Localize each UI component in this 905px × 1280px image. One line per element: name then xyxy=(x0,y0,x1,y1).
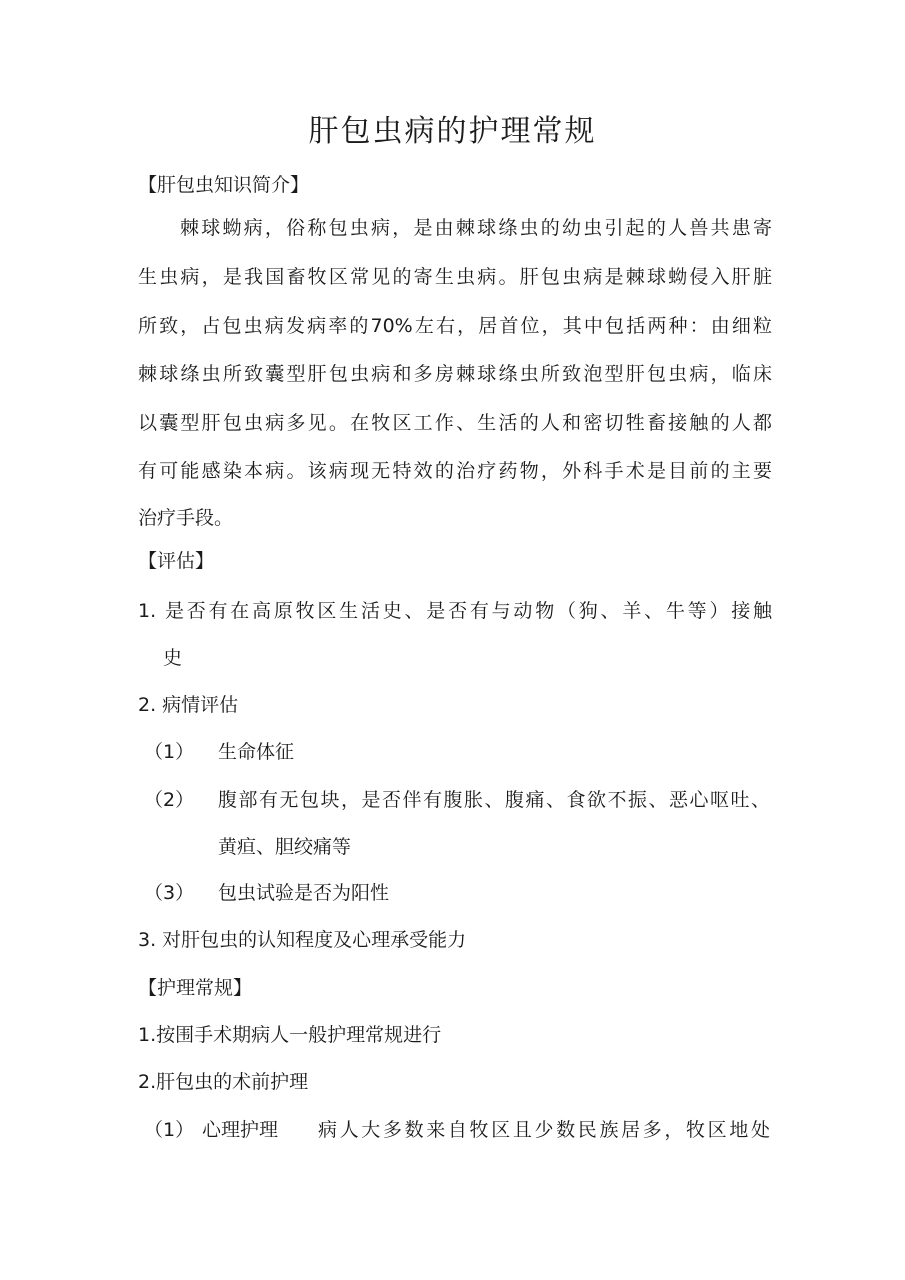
list-item: 2.肝包虫的术前护理 xyxy=(138,1071,309,1093)
sub-item-continuation: 黄疸、胆绞痛等 xyxy=(218,836,352,858)
sub-item-number: （1） xyxy=(144,1119,195,1141)
sub-item-label: 心理护理 xyxy=(202,1119,279,1141)
paragraph-line: 棘球蚴病，俗称包虫病，是由棘球绦虫的幼虫引起的人兽共患寄 xyxy=(180,217,772,239)
list-item: 1.按围手术期病人一般护理常规进行 xyxy=(138,1024,442,1046)
list-item: 3. 对肝包虫的认知程度及心理承受能力 xyxy=(138,929,467,951)
sub-item-number: （1） xyxy=(144,741,195,763)
paragraph-line: 治疗手段。 xyxy=(138,507,234,529)
list-item: 1. 是否有在高原牧区生活史、是否有与动物（狗、羊、牛等）接触 xyxy=(138,600,772,622)
sub-item-text: 生命体征 xyxy=(218,741,295,763)
sub-item-text: 包虫试验是否为阳性 xyxy=(218,882,390,904)
sub-item-text: 病人大多数来自牧区且少数民族居多，牧区地处 xyxy=(318,1119,770,1141)
sub-item-number: （2） xyxy=(144,789,195,811)
paragraph-line: 棘球绦虫所致囊型肝包虫病和多房棘球绦虫所致泡型肝包虫病，临床 xyxy=(138,363,772,385)
paragraph-line: 以囊型肝包虫病多见。在牧区工作、生活的人和密切牲畜接触的人都 xyxy=(138,412,772,434)
section-heading-nursing: 【护理常规】 xyxy=(138,977,253,999)
section-heading-intro: 【肝包虫知识简介】 xyxy=(138,174,310,196)
list-item-continuation: 史 xyxy=(163,647,183,669)
sub-item-number: （3） xyxy=(144,882,195,904)
list-item: 2. 病情评估 xyxy=(138,694,239,716)
paragraph-line: 生虫病，是我国畜牧区常见的寄生虫病。肝包虫病是棘球蚴侵入肝脏 xyxy=(138,266,772,288)
page-title: 肝包虫病的护理常规 xyxy=(308,114,597,149)
sub-item-text: 腹部有无包块，是否伴有腹胀、腹痛、食欲不振、恶心呕吐、 xyxy=(218,789,770,811)
paragraph-line: 有可能感染本病。该病现无特效的治疗药物，外科手术是目前的主要 xyxy=(138,460,772,482)
section-heading-assessment: 【评估】 xyxy=(138,550,215,572)
paragraph-line: 所致，占包虫病发病率的70%左右，居首位，其中包括两种：由细粒 xyxy=(138,315,772,337)
